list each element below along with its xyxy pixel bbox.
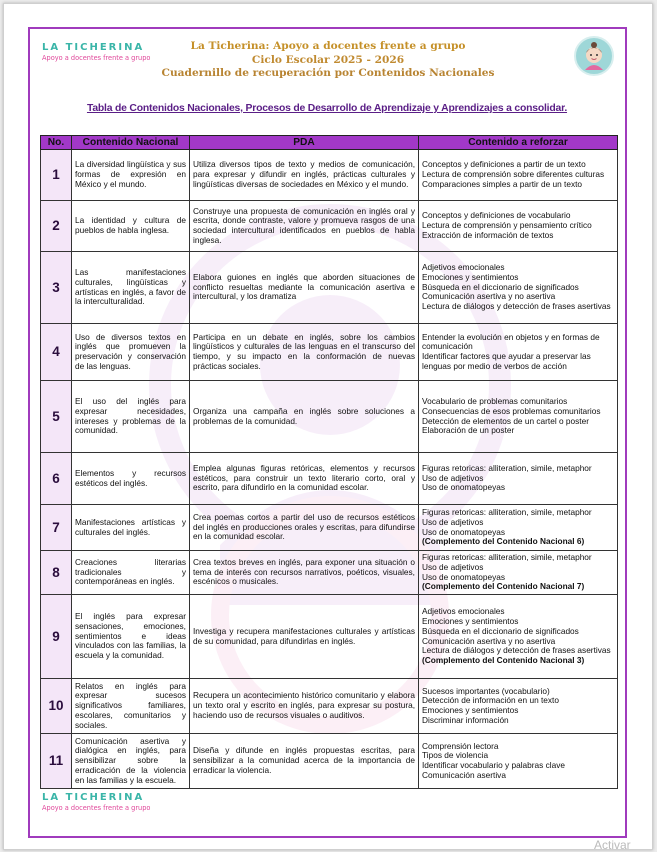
table-row [41,324,618,381]
row-number: 6 [41,453,72,505]
header-pda: PDA [190,136,419,150]
contenido-nacional-cell: Elementos y recursos estéticos del inglés. [72,453,190,505]
reforzar-item: Emociones y sentimientos [422,705,519,715]
row-number: 3 [41,252,72,324]
contenido-reforzar-cell [419,381,618,453]
pda-cell: Recupera un acontecimiento histórico comunitario y elabora un texto oral y escrito en inglés, para expresar su postura, haciendo uso de recursos visuales o auditivos. [190,679,419,734]
footer-logo [42,792,150,812]
header-contenido-nacional: Contenido Nacional [72,136,190,150]
reforzar-item: Lectura de comprensión y pensamiento crítico [422,220,592,231]
table-row [41,679,618,734]
contenido-nacional-cell: El uso del inglés para expresar necesidades, intereses y problemas de la comunidad. [72,381,190,453]
reforzar-item: Uso de onomatopeyas [422,526,506,537]
contenido-reforzar-cell [419,453,618,505]
reforzar-item: Detección de elementos de un cartel o poster [422,415,589,426]
footer-tagline: Apoyo a docentes frente a grupo [42,804,151,812]
reforzar-item: Emociones y sentimientos [422,616,519,627]
pda-cell: Elabora guiones en inglés que aborden situaciones de conflicto resueltas mediante la comunicación asertiva e intercultural, y los dramatiza [190,252,419,324]
reforzar-item: Comprensión lectora [422,740,499,751]
contenido-reforzar-cell [419,252,618,324]
reforzar-item: Lectura de diálogos y detección de frases asertivas [422,645,611,656]
contenido-reforzar-cell [419,734,618,789]
pda-cell: Utiliza diversos tipos de texto y medios de comunicación, para expresar y difundir en inglés, prácticas culturales y lingüísticas diversas de sociedades en México y el mundo. [190,150,419,201]
reforzar-item: Uso de adjetivos [422,472,484,483]
contenido-reforzar-cell [419,595,618,679]
contenido-nacional-cell: Uso de diversos textos en inglés que promueven la preservación y conservación de las lenguas. [72,324,190,381]
contents-table [40,135,618,789]
contenido-reforzar-cell [419,551,618,595]
reforzar-item: Consecuencias de esos problemas comunitarios [422,405,601,416]
reforzar-item: Sucesos importantes (vocabulario) [422,685,550,696]
title-line-3: Cuadernillo de recuperación por Contenidos Nacionales [161,67,495,79]
reforzar-item: Conceptos y definiciones a partir de un texto [422,159,586,170]
table-row [41,252,618,324]
table-header-row [41,136,618,150]
contenido-reforzar-cell [419,679,618,734]
title-line-1: La Ticherina: Apoyo a docentes frente a grupo [190,40,466,52]
contenido-nacional-cell: El inglés para expresar sensaciones, emociones, sentimientos e ideas vinculados con las familias, la escuela y la comunidad. [72,595,190,679]
header-tagline: Apoyo a docentes frente a grupo [42,54,151,62]
reforzar-item: Vocabulario de problemas comunitarios [422,396,568,407]
reforzar-item: Identificar factores que ayudar a preservar las lenguas por medio de verbos de acción [422,351,591,371]
reforzar-item: Discriminar información [422,714,509,725]
table-banner-title: Tabla de Contenidos Nacionales, Procesos de Desarrollo de Aprendizaje y Aprendizajes a consolidar. [86,103,568,114]
contenido-reforzar-cell [419,150,618,201]
reforzar-item: Adjetivos emocionales [422,606,505,617]
reforzar-item: Extracción de información de textos [422,229,554,240]
pda-cell: Diseña y difunde en inglés propuestas escritas, para sensibilizar a la comunidad acerca de la importancia de erradicar la violencia. [190,734,419,789]
reforzar-item: Uso de onomatopeyas [422,571,506,582]
reforzar-complement-note: (Complemento del Contenido Nacional 7) [422,581,585,592]
reforzar-item: Conceptos y definiciones de vocabulario [422,210,571,221]
title-line-2: Ciclo Escolar 2025 - 2026 [251,53,405,66]
reforzar-item: Uso de onomatopeyas [422,482,506,493]
row-number: 8 [41,551,72,595]
row-number: 7 [41,505,72,551]
pda-cell: Participa en un debate en inglés, sobre los cambios lingüísticos y culturales de las lenguas en el transcurso del tiempo, y su impacto en la conformación de nuevas prácticas sociales. [190,324,419,381]
contenido-nacional-cell: Comunicación asertiva y dialógica en inglés, para sensibilizar sobre la erradicación de la violencia en las familias y la escuela. [72,734,190,789]
reforzar-item: Comparaciones simples a partir de un texto [422,178,583,189]
table-row [41,734,618,789]
row-number: 4 [41,324,72,381]
activation-watermark-text: Activar [594,838,631,852]
row-number: 9 [41,595,72,679]
reforzar-item: Figuras retoricas: alliteration, simile, metaphor [422,507,592,518]
reforzar-item: Adjetivos emocionales [422,262,505,273]
reforzar-item: Lectura de comprensión sobre diferentes culturas [422,169,605,180]
contenido-reforzar-cell [419,505,618,551]
header-brand: LA TICHERINA [42,42,145,53]
row-number: 1 [41,150,72,201]
reforzar-complement-note: (Complemento del Contenido Nacional 3) [422,654,585,665]
avatar-icon [574,36,614,76]
reforzar-item: Figuras retoricas: alliteration, simile, metaphor [422,552,592,563]
contenido-reforzar-cell [419,324,618,381]
pda-cell: Investiga y recupera manifestaciones culturales y artísticas de su comunidad, para difundirlas en inglés. [190,595,419,679]
header-logo [42,42,150,62]
table-row [41,150,618,201]
table-row [41,201,618,252]
reforzar-item: Figuras retoricas: alliteration, simile, metaphor [422,462,592,473]
table-row [41,595,618,679]
reforzar-item: Búsqueda en el diccionario de significados [422,625,579,636]
pda-cell: Crea poemas cortos a partir del uso de recursos estéticos del inglés en producciones orales y escritas, para difundirse en la comunidad escolar. [190,505,419,551]
reforzar-item: Lectura de diálogos y detección de frases asertivas [422,301,611,312]
pda-cell: Emplea algunas figuras retóricas, elementos y recursos estéticos, para construir un texto literario corto, oral y escrito, para difundirlo en la comunidad escolar. [190,453,419,505]
row-number: 10 [41,679,72,734]
pda-cell: Crea textos breves en inglés, para exponer una situación o tema de interés con recursos narrativos, poéticos, visuales, escénicos o musicales. [190,551,419,595]
reforzar-item: Elaboración de un poster [422,425,515,436]
row-number: 5 [41,381,72,453]
document-title [150,40,506,81]
reforzar-item: Búsqueda en el diccionario de significados [422,281,579,292]
reforzar-item: Comunicación asertiva y no asertiva [422,635,556,646]
reforzar-item: Emociones y sentimientos [422,271,519,282]
table-row [41,453,618,505]
contenido-nacional-cell: Relatos en inglés para expresar sucesos significativos familiares, escolares, comunitarios y sociales. [72,679,190,734]
row-number: 2 [41,201,72,252]
contenido-reforzar-cell [419,201,618,252]
reforzar-complement-note: (Complemento del Contenido Nacional 6) [422,536,585,547]
reforzar-item: Uso de adjetivos [422,516,484,527]
pda-cell: Construye una propuesta de comunicación en inglés oral y escrita, donde contraste, valore y promueva rasgos de una sociedad intercultural identificados en pueblos de habla inglesa. [190,201,419,252]
contenido-nacional-cell: La identidad y cultura de pueblos de habla inglesa. [72,201,190,252]
contenido-nacional-cell: Las manifestaciones culturales, lingüísticas y artísticas en inglés, a favor de la interculturalidad. [72,252,190,324]
reforzar-item: Uso de adjetivos [422,561,484,572]
header-no: No. [41,136,72,150]
table-row [41,381,618,453]
reforzar-item: Detección de información en un texto [422,695,559,706]
contenido-nacional-cell: Creaciones literarias tradicionales y contemporáneas en inglés. [72,551,190,595]
reforzar-item: Identificar vocabulario y palabras clave [422,760,565,770]
contenido-nacional-cell: La diversidad lingüística y sus formas de expresión en México y el mundo. [72,150,190,201]
footer-brand: LA TICHERINA [42,792,145,803]
table-row [41,505,618,551]
pda-cell: Organiza una campaña en inglés sobre soluciones a problemas de la comunidad. [190,381,419,453]
reforzar-item: Tipos de violencia [422,750,489,761]
contenido-nacional-cell: Manifestaciones artísticas y culturales del inglés. [72,505,190,551]
row-number: 11 [41,734,72,789]
reforzar-item: Comunicación asertiva y no asertiva [422,291,556,302]
reforzar-item: Comunicación asertiva [422,769,506,780]
reforzar-item: Entender la evolución en objetos y en formas de comunicación [422,331,600,352]
header-contenido-reforzar: Contenido a reforzar [419,136,618,150]
table-row [41,551,618,595]
